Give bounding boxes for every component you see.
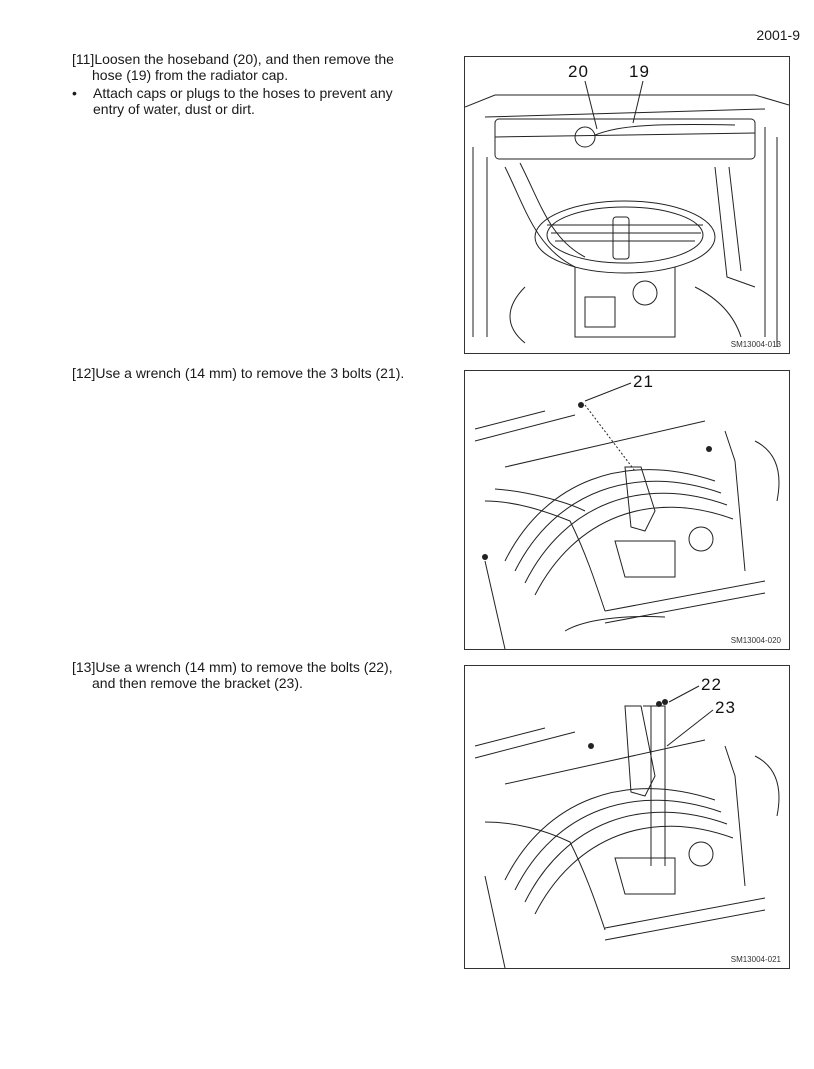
leader-22 — [669, 686, 699, 702]
bolt-21c — [482, 554, 488, 560]
leader-23 — [667, 710, 713, 746]
callout-21: 21 — [633, 372, 654, 391]
step-11-line1: [11]Loosen the hoseband (20), and then remove the — [72, 51, 394, 67]
bullet-line1: Attach caps or plugs to the hoses to prevent any — [93, 85, 393, 101]
fan-shroud-illustration — [465, 371, 789, 649]
bolt-22c — [588, 743, 594, 749]
bullet-symbol: • — [72, 85, 77, 101]
figure-bolts-21 — [464, 370, 790, 650]
leader-19 — [633, 81, 643, 123]
step-13 — [72, 659, 432, 691]
bolt-21a — [578, 402, 584, 408]
callout-23: 23 — [715, 698, 736, 717]
radiator-illustration — [465, 57, 789, 353]
bolt-22b — [662, 699, 668, 705]
step-11 — [72, 51, 432, 117]
callout-20: 20 — [568, 62, 589, 81]
figure-radiator-cap — [464, 56, 790, 354]
bracket-illustration — [465, 666, 789, 968]
leader-21 — [585, 383, 631, 401]
callout-19: 19 — [629, 62, 650, 81]
callout-22: 22 — [701, 675, 722, 694]
figure-code: SM13004-020 — [730, 636, 781, 645]
page-number: 2001-9 — [756, 27, 800, 43]
step-11-line2: hose (19) from the radiator cap. — [92, 67, 289, 83]
step-13-line1: [13]Use a wrench (14 mm) to remove the bolts (22), — [72, 659, 393, 675]
bullet-line2: entry of water, dust or dirt. — [93, 101, 255, 117]
leader-20 — [585, 81, 597, 129]
step-12 — [72, 365, 432, 381]
figure-code: SM13004-021 — [730, 955, 781, 964]
bolt-21b — [706, 446, 712, 452]
step-12-line1: [12]Use a wrench (14 mm) to remove the 3 bolts (21). — [72, 365, 405, 381]
step-11-bullet — [72, 85, 432, 117]
figure-code: SM13004-013 — [730, 340, 781, 349]
figure-bracket-23 — [464, 665, 790, 969]
step-13-line2: and then remove the bracket (23). — [92, 675, 303, 691]
bolt-22a — [656, 701, 662, 707]
